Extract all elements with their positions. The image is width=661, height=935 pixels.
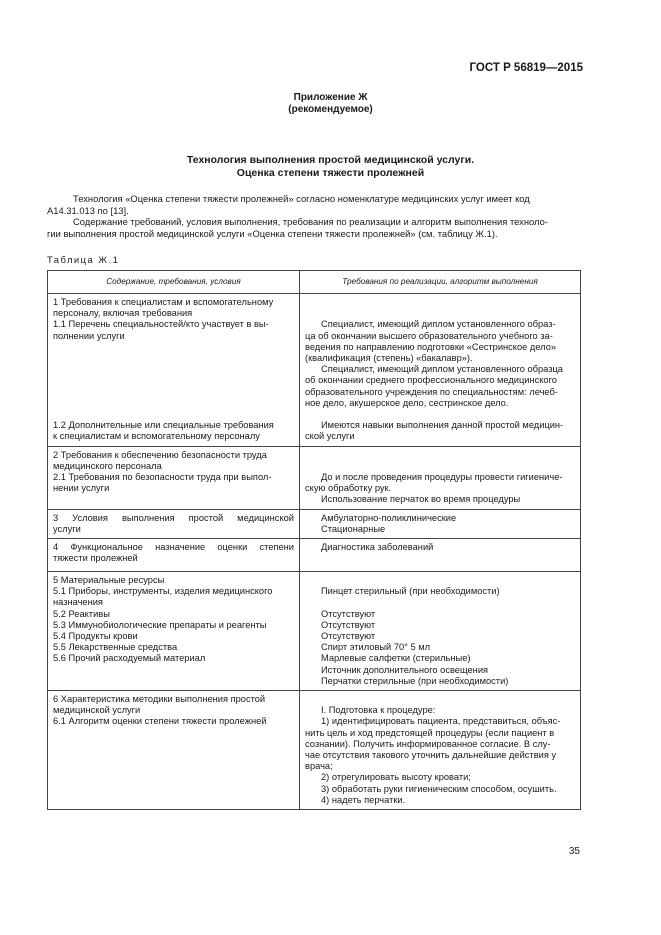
- cell-line: 4) надеть перчатки.: [321, 794, 406, 805]
- table-row: [48, 294, 581, 447]
- table-cell-right: [300, 294, 581, 447]
- cell-line: 1.2 Дополнительные или специальные требования: [53, 420, 274, 431]
- table-cell-left: [48, 538, 300, 571]
- cell-line: ца об окончании высшего образовательного учебного за-: [305, 330, 553, 341]
- cell-line: I. Подготовка к процедуре:: [321, 705, 436, 716]
- cell-line: 4 Функциональное назначение оценки степени: [53, 541, 294, 552]
- cell-line: 2) отрегулировать высоту кровати;: [321, 772, 471, 783]
- table-cell-left: [48, 690, 300, 809]
- cell-line: Диагностика заболеваний: [321, 541, 434, 552]
- cell-line: ное дело, акушерское дело, сестринское дело.: [305, 397, 509, 408]
- cell-line: 2 Требования к обеспечению безопасности труда: [53, 449, 267, 460]
- intro-paragraph-1-line2: А14.31.013 по [13].: [47, 204, 129, 216]
- cell-line: Амбулаторно-поликлинические: [321, 512, 457, 523]
- cell-line: 5 Материальные ресурсы: [53, 574, 165, 585]
- cell-line: полнении услуги: [53, 330, 125, 341]
- cell-line: 5.5 Лекарственные средства: [53, 642, 178, 653]
- cell-line: ской услуги: [305, 431, 355, 442]
- cell-line: Источник дополнительного освещения: [321, 664, 489, 675]
- cell-line: образовательного учреждения по специальностям: лечеб-: [305, 386, 558, 397]
- cell-line: 5.1 Приборы, инструменты, изделия медицинского: [53, 586, 273, 597]
- cell-line: Специалист, имеющий диплом установленного образ-: [321, 319, 556, 330]
- cell-line: (квалификация (степень) «бакалавр»).: [305, 352, 473, 363]
- cell-line: 1 Требования к специалистам и вспомогательному: [53, 297, 274, 307]
- table-cell-right: [300, 509, 581, 538]
- table-row: [48, 571, 581, 690]
- cell-line: 3 Условия выполнения простой медицинской: [53, 512, 294, 523]
- intro-paragraph-1: [47, 193, 585, 216]
- cell-line: 6 Характеристика методики выполнения простой: [53, 693, 266, 704]
- table-cell-right: [300, 446, 581, 509]
- cell-line: скую обработку рук.: [305, 483, 392, 494]
- cell-line: медицинской услуги: [53, 705, 141, 716]
- cell-line: Отсутствуют: [321, 619, 376, 630]
- table-caption: Таблица Ж.1: [47, 254, 120, 265]
- table-row: [48, 509, 581, 538]
- cell-line: Отсутствуют: [321, 630, 376, 641]
- cell-line: Имеются навыки выполнения данной простой медицин-: [321, 420, 564, 431]
- cell-line: об окончании среднего профессионального медицинского: [305, 375, 557, 386]
- cell-line: До и после проведения процедуры провести гигиениче-: [321, 471, 563, 482]
- page-number: 35: [568, 846, 580, 857]
- document-title: [0, 154, 661, 180]
- cell-line: 1) идентифицировать пациента, представиться, объяс-: [321, 716, 561, 727]
- cell-line: Использование перчаток во время процедуры: [321, 494, 521, 505]
- column-header-implementation: Требования по реализации, алгоритм выполнения: [300, 271, 581, 294]
- cell-line: Перчатки стерильные (при необходимости): [321, 675, 509, 686]
- cell-line: нить цель и ход предстоящей процедуры (если пациент в: [305, 727, 555, 738]
- cell-line: к специалистам и вспомогательному персоналу: [53, 431, 260, 442]
- cell-line: 5.4 Продукты крови: [53, 631, 138, 641]
- cell-line: персоналу, включая требования: [53, 308, 193, 319]
- cell-line: Стационарные: [321, 523, 386, 534]
- cell-line: назначения: [53, 597, 103, 608]
- table-cell-right: [300, 690, 581, 809]
- cell-line: Марлевые салфетки (стерильные): [321, 653, 471, 664]
- table-cell-left: [48, 509, 300, 538]
- cell-line: 5.2 Реактивы: [53, 608, 110, 619]
- cell-line: нении услуги: [53, 483, 110, 494]
- table-row: [48, 538, 581, 571]
- cell-line: 2.1 Требования по безопасности труда при выпол-: [53, 472, 272, 482]
- cell-line: 3) обработать руки гигиеническим способом, осушить.: [321, 783, 557, 794]
- table-cell-right: [300, 538, 581, 571]
- cell-line: чае отсутствия такового уточнить дальнейшие действия у: [305, 749, 557, 760]
- table-cell-left: [48, 446, 300, 509]
- cell-line: 5.6 Прочий расходуемый материал: [53, 653, 206, 664]
- cell-line: медицинского персонала: [53, 460, 162, 471]
- cell-line: сознании). Получить информированное согласие. В слу-: [305, 738, 551, 749]
- intro-paragraph-2-line2: гии выполнения простой медицинской услуги «Оценка степени тяжести пролежней» (см. таблицу Ж.1).: [47, 227, 498, 239]
- cell-line: Отсутствуют: [321, 608, 376, 619]
- cell-line: ведения по направлению подготовки «Сестринское дело»: [305, 341, 557, 352]
- requirements-table: [47, 270, 581, 810]
- cell-line: услуги: [53, 523, 81, 534]
- table-row: [48, 446, 581, 509]
- table-cell-right: [300, 571, 581, 690]
- intro-paragraph-1-line1: Технология «Оценка степени тяжести пролежней» согласно номенклатуре медицинских услуг имеет код: [73, 193, 530, 204]
- intro-paragraph-2-line1: Содержание требований, условия выполнения, требования по реализации и алгоритм выполнения техноло-: [73, 216, 548, 227]
- cell-line: врача;: [305, 761, 333, 772]
- standard-code: ГОСТ Р 56819—2015: [469, 62, 583, 74]
- table-cell-left: [48, 571, 300, 690]
- cell-line: Пинцет стерильный (при необходимости): [321, 586, 500, 597]
- column-header-requirements: Содержание, требования, условия: [48, 271, 300, 294]
- document-title-line1: Технология выполнения простой медицинской услуги.: [186, 154, 475, 166]
- cell-line: Спирт этиловый 70° 5 мл: [321, 642, 431, 653]
- document-title-line2: Оценка степени тяжести пролежней: [236, 167, 425, 179]
- table-header-row: [48, 271, 581, 294]
- appendix-heading: [0, 92, 661, 116]
- cell-line: тяжести пролежней: [53, 553, 138, 564]
- appendix-title: Приложение Ж: [293, 92, 368, 103]
- table-cell-left: [48, 294, 300, 447]
- cell-line: 1.1 Перечень специальностей/кто участвует в вы-: [53, 319, 269, 330]
- appendix-status: (рекомендуемое): [288, 104, 373, 115]
- table-row: [48, 690, 581, 809]
- cell-line: Специалист, имеющий диплом установленного образца: [321, 364, 563, 375]
- cell-line: 6.1 Алгоритм оценки степени тяжести пролежней: [53, 716, 267, 727]
- intro-paragraph-2: [47, 216, 585, 239]
- cell-line: 5.3 Иммунобиологические препараты и реагенты: [53, 619, 267, 630]
